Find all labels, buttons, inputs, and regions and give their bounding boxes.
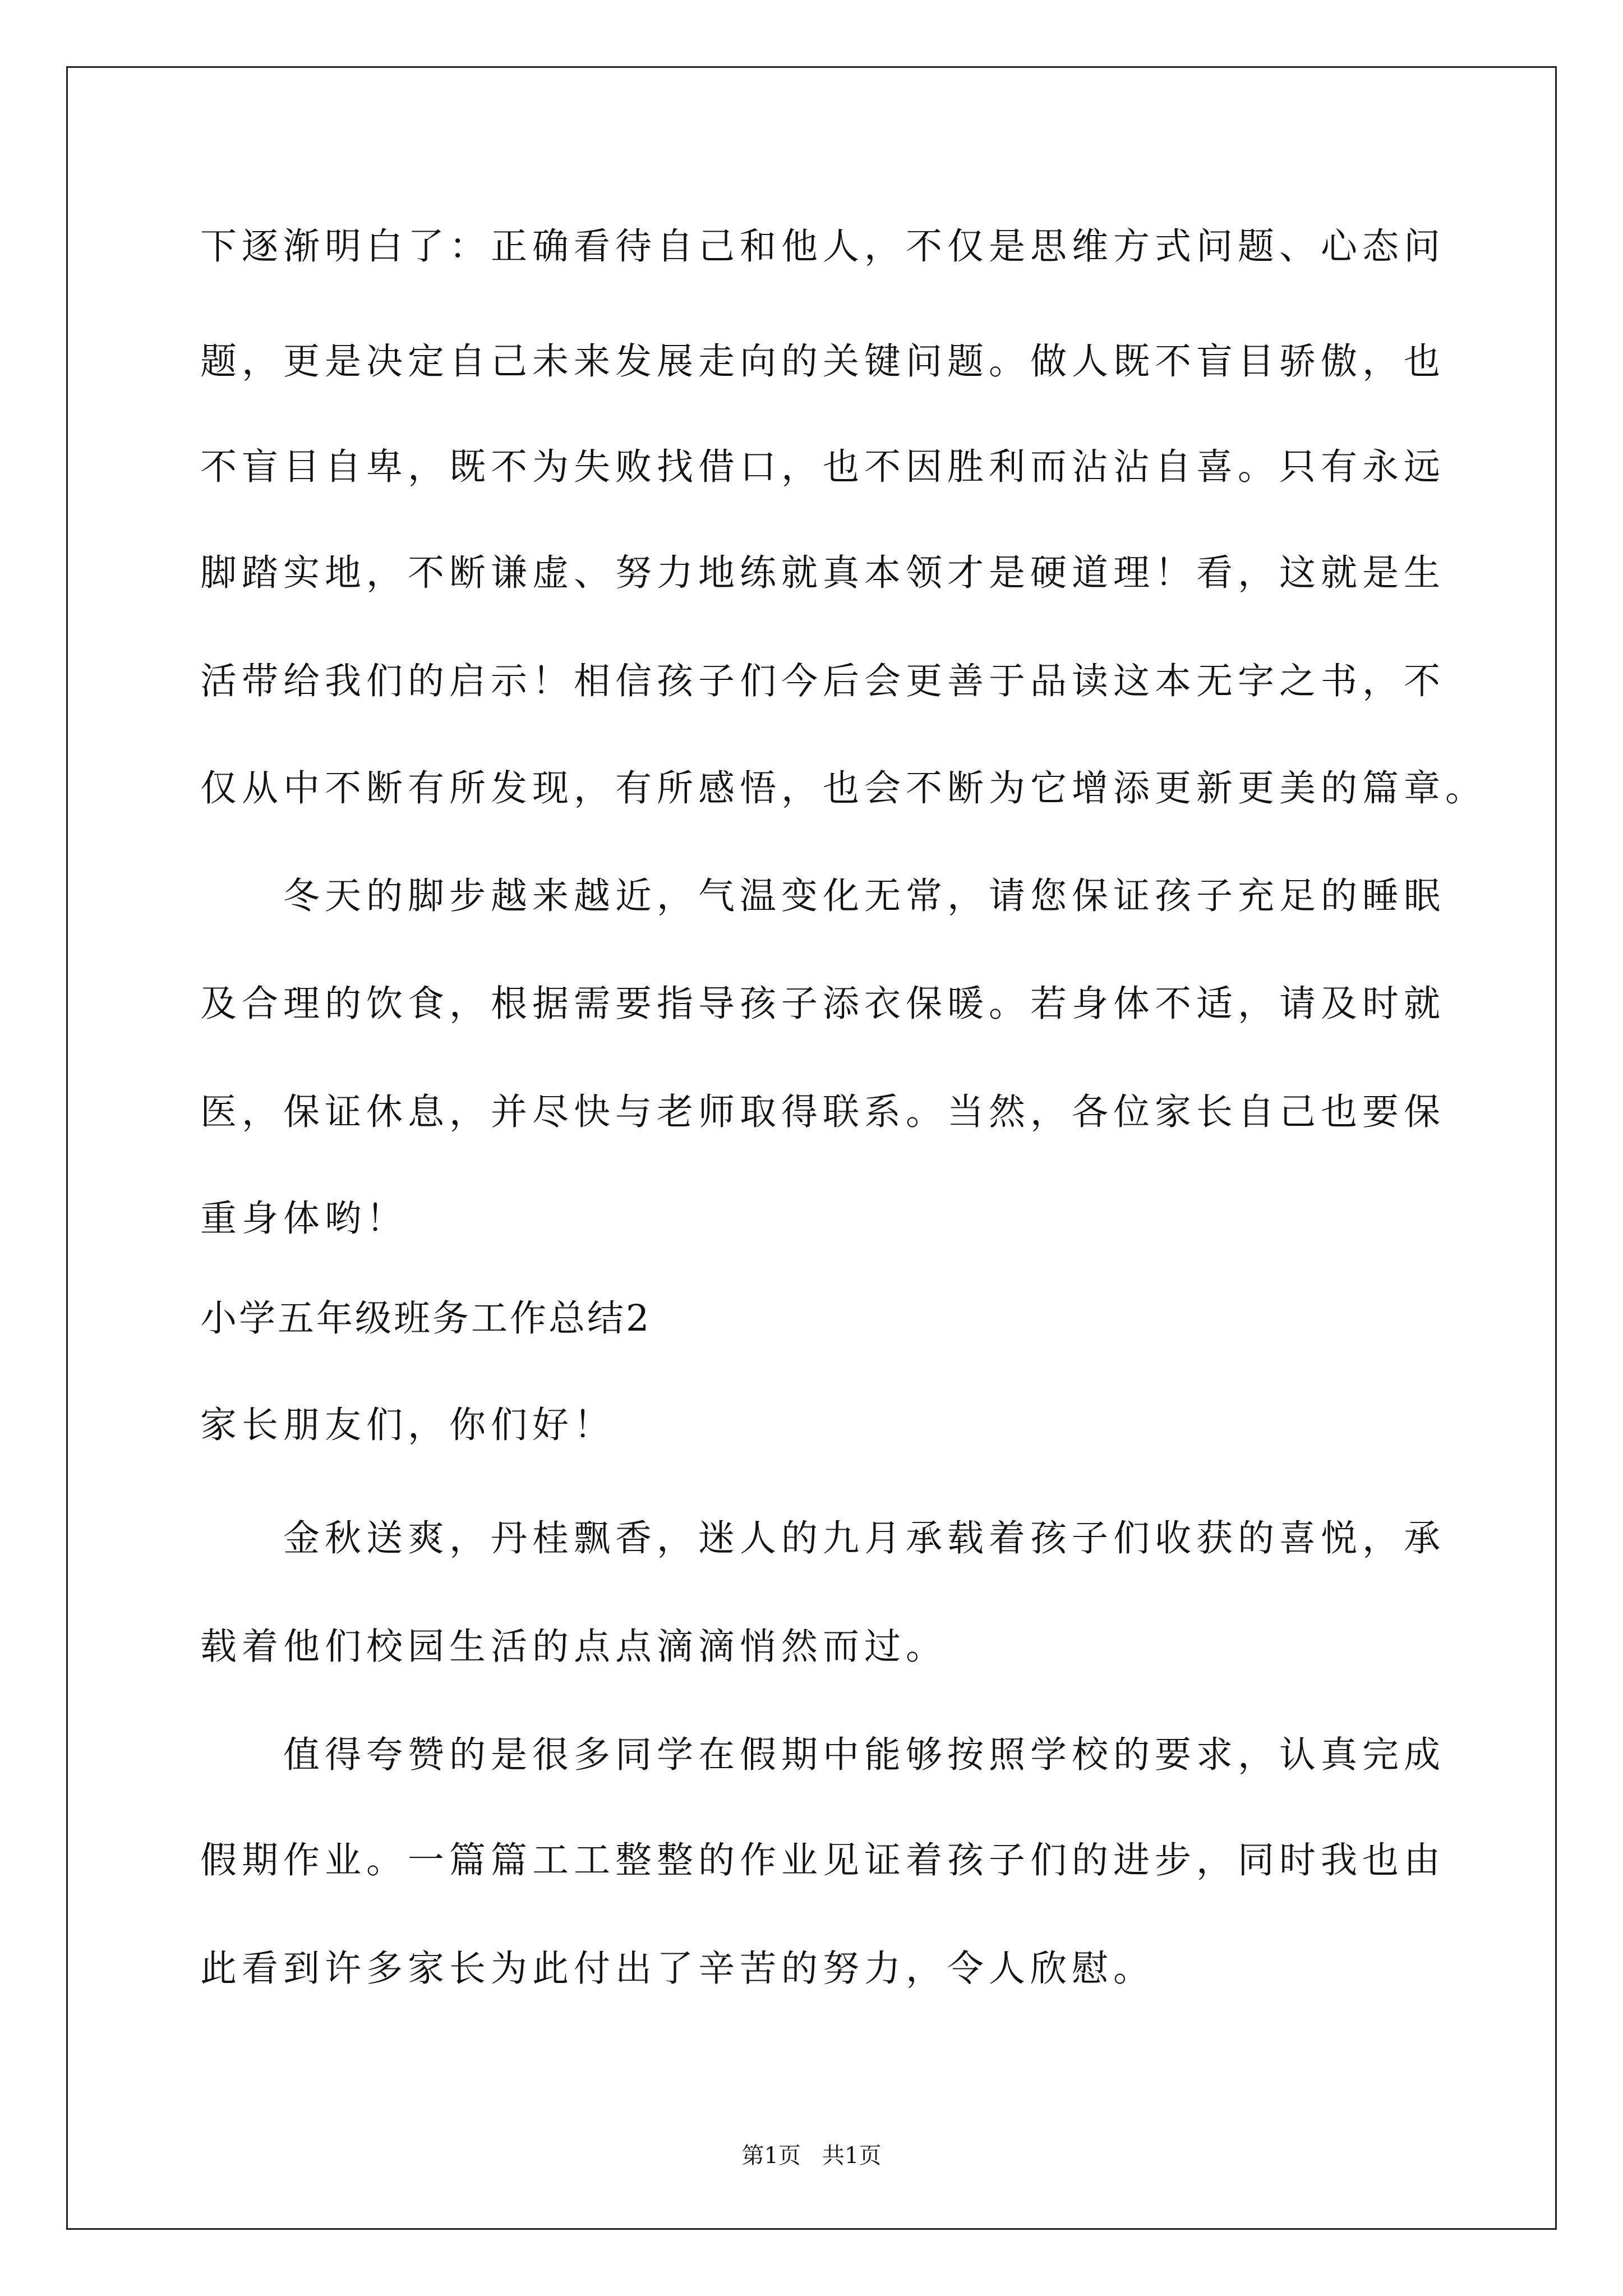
page-footer: 第1页 共1页 bbox=[741, 2143, 882, 2169]
text-line: 仅从中不断有所发现，有所感悟，也会不断为它增添更新更美的篇章。 bbox=[200, 767, 1487, 809]
text-line: 题，更是决定自己未来发展走向的关键问题。做人既不盲目骄傲，也 bbox=[200, 341, 1446, 383]
text-line: 脚踏实地，不断谦虚、努力地练就真本领才是硬道理！看，这就是生 bbox=[200, 552, 1446, 594]
paragraph-first-line: 值得夸赞的是很多同学在假期中能够按照学校的要求，认真完成 bbox=[283, 1734, 1446, 1776]
greeting: 家长朋友们，你们好！ bbox=[200, 1404, 616, 1446]
text-line: 假期作业。一篇篇工工整整的作业见证着孩子们的进步，同时我也由 bbox=[200, 1839, 1446, 1881]
paragraph-first-line: 冬天的脚步越来越近，气温变化无常，请您保证孩子充足的睡眠 bbox=[283, 875, 1446, 917]
paragraph-first-line: 金秋送爽，丹桂飘香，迷人的九月承载着孩子们收获的喜悦，承 bbox=[283, 1517, 1446, 1559]
text-line: 载着他们校园生活的点点滴滴悄然而过。 bbox=[200, 1626, 948, 1668]
text-line: 医，保证休息，并尽快与老师取得联系。当然，各位家长自己也要保 bbox=[200, 1091, 1446, 1133]
text-line: 下逐渐明白了：正确看待自己和他人，不仅是思维方式问题、心态问 bbox=[200, 226, 1446, 268]
text-line: 不盲目自卑，既不为失败找借口，也不因胜利而沾沾自喜。只有永远 bbox=[200, 446, 1446, 488]
text-line: 及合理的饮食，根据需要指导孩子添衣保暖。若身体不适，请及时就 bbox=[200, 983, 1446, 1025]
text-line: 活带给我们的启示！相信孩子们今后会更善于品读这本无字之书，不 bbox=[200, 660, 1446, 702]
text-line: 重身体哟！ bbox=[200, 1198, 408, 1240]
page-border bbox=[66, 66, 1557, 2230]
text-line: 此看到许多家长为此付出了辛苦的努力，令人欣慰。 bbox=[200, 1948, 1155, 1990]
section-heading: 小学五年级班务工作总结2 bbox=[200, 1297, 652, 1340]
